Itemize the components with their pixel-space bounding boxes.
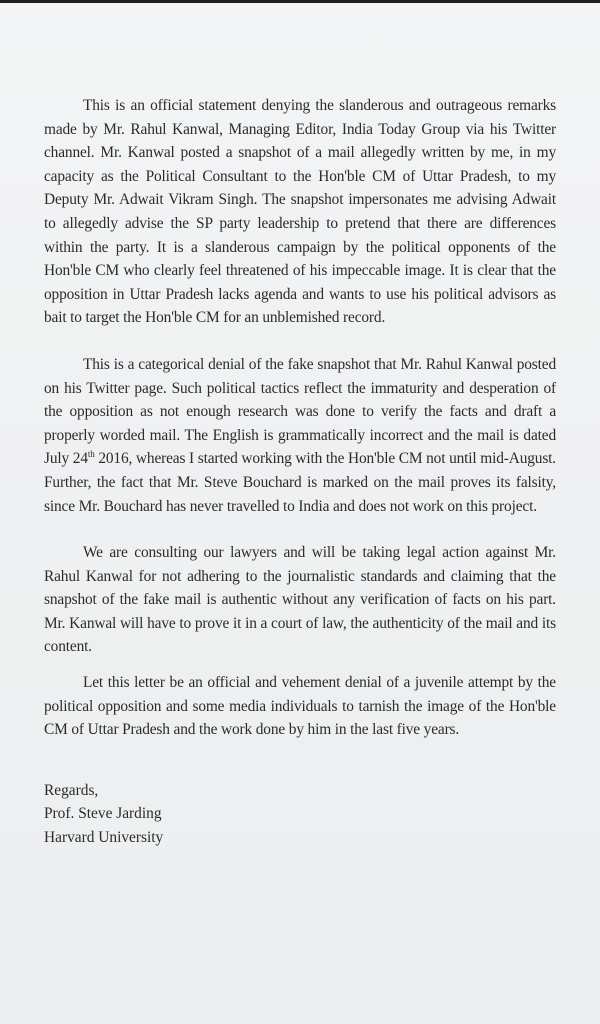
- paragraph-1: This is an official statement denying the slanderous and outrageous remarks made by Mr. Rahul Kanwal, Managing Editor, India Today Group via his Twitter channel. Mr. Kanwal posted a snapshot of a mail allegedly written by me, in my capacity as the Political Consultant to the Hon'ble CM of Uttar Pradesh, to my Deputy Mr. Adwait Vikram Singh. The snapshot impersonates me advising Adwait to allegedly advise the SP party leadership to pretend that there are differences within the party. It is a slanderous campaign by the political opponents of the Hon'ble CM who clearly feel threatened of his impeccable image. It is clear that the opposition in Uttar Pradesh lacks agenda and wants to use his political advisors as bait to target the Hon'ble CM for an unblemished record.: [44, 97, 556, 327]
- closing: Regards,: [44, 781, 99, 799]
- signer-affiliation: Harvard University: [44, 829, 164, 847]
- mail-date-suffix: th: [87, 449, 95, 460]
- letter-page: [0, 3, 600, 1024]
- paragraph-4: Let this letter be an official and vehement denial of a juvenile attempt by the political opposition and some media individuals to tarnish the image of the Hon'ble CM of Uttar Pradesh and the work done by him in the last five years.: [44, 674, 556, 739]
- paragraph-2: [44, 353, 556, 518]
- signer-name: Prof. Steve Jarding: [44, 805, 162, 823]
- mail-date-text: July 24: [44, 450, 88, 468]
- signature-block: [44, 779, 556, 850]
- paragraph-3: We are consulting our lawyers and will be taking legal action against Mr. Rahul Kanwal for not adhering to the journalistic standards and claiming that the snapshot of the fake mail is authentic without any verification of facts on his part. Mr. Kanwal will have to prove it in a court of law, the authenticity of the mail and its content.: [44, 544, 556, 656]
- paragraph-2-text-start: This is a categorical denial of the fake snapshot that Mr. Rahul Kanwal posted on his Twitter page. Such political tactics reflect the immaturity and desperation of the opposition as not enough research was done to verify the facts and draft a properly worded mail. The English is grammatically incorrect and the mail is dated: [44, 355, 556, 444]
- letter-body: [44, 94, 556, 850]
- mail-date: [44, 450, 95, 467]
- paragraph-2-text-end: 2016, whereas I started working with the Hon'ble CM not until mid-August. Further, the fact that Mr. Steve Bouchard is marked on the mail proves its falsity, since Mr. Bouchard has never travelled to India and does not work on this project.: [44, 450, 556, 515]
